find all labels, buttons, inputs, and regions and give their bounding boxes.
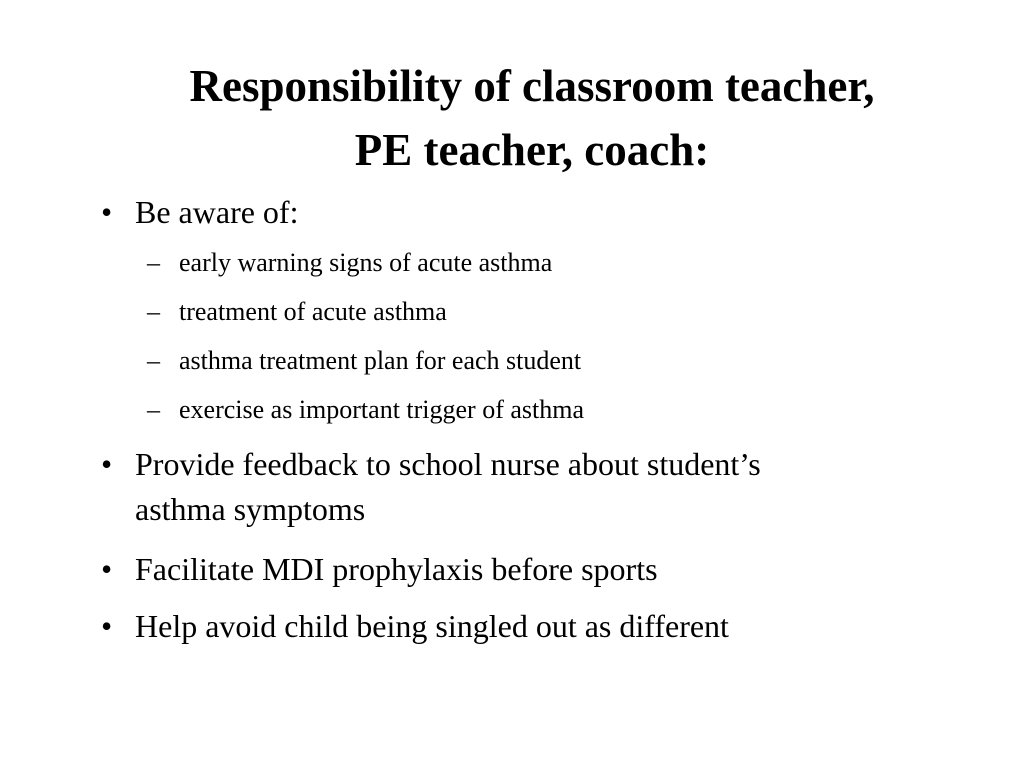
slide-title-line-1: Responsibility of classroom teacher, <box>189 61 875 111</box>
sub-marker: – <box>147 297 160 326</box>
sub-item-text: exercise as important trigger of asthma <box>179 395 585 424</box>
bullet-text: Facilitate MDI prophylaxis before sports <box>135 551 658 587</box>
bullet-item-feedback <box>101 442 761 532</box>
bullet-item-be-aware <box>101 190 299 235</box>
bullet-text: Help avoid child being singled out as different <box>135 608 729 644</box>
sub-item-text: asthma treatment plan for each student <box>179 346 582 375</box>
bullet-marker: • <box>101 608 113 644</box>
bullet-marker: • <box>101 446 113 482</box>
sub-marker: – <box>147 346 160 375</box>
sub-item-text: early warning signs of acute asthma <box>179 248 553 277</box>
bullet-text: Be aware of: <box>135 194 299 230</box>
bullet-item-mdi-prophylaxis <box>101 547 658 592</box>
sub-item-warning-signs <box>147 246 553 280</box>
sub-item-treatment-plan <box>147 344 582 378</box>
bullet-item-avoid-singling-out <box>101 604 729 649</box>
sub-item-treatment <box>147 295 447 329</box>
sub-marker: – <box>147 248 160 277</box>
sub-marker: – <box>147 395 160 424</box>
bullet-marker: • <box>101 551 113 587</box>
bullet-text-line-1: Provide feedback to school nurse about student’s <box>135 446 761 482</box>
sub-item-exercise-trigger <box>147 393 585 427</box>
sub-item-text: treatment of acute asthma <box>179 297 447 326</box>
bullet-text-line-2: asthma symptoms <box>135 491 366 527</box>
bullet-marker: • <box>101 194 113 230</box>
slide-title-line-2: PE teacher, coach: <box>354 125 710 175</box>
